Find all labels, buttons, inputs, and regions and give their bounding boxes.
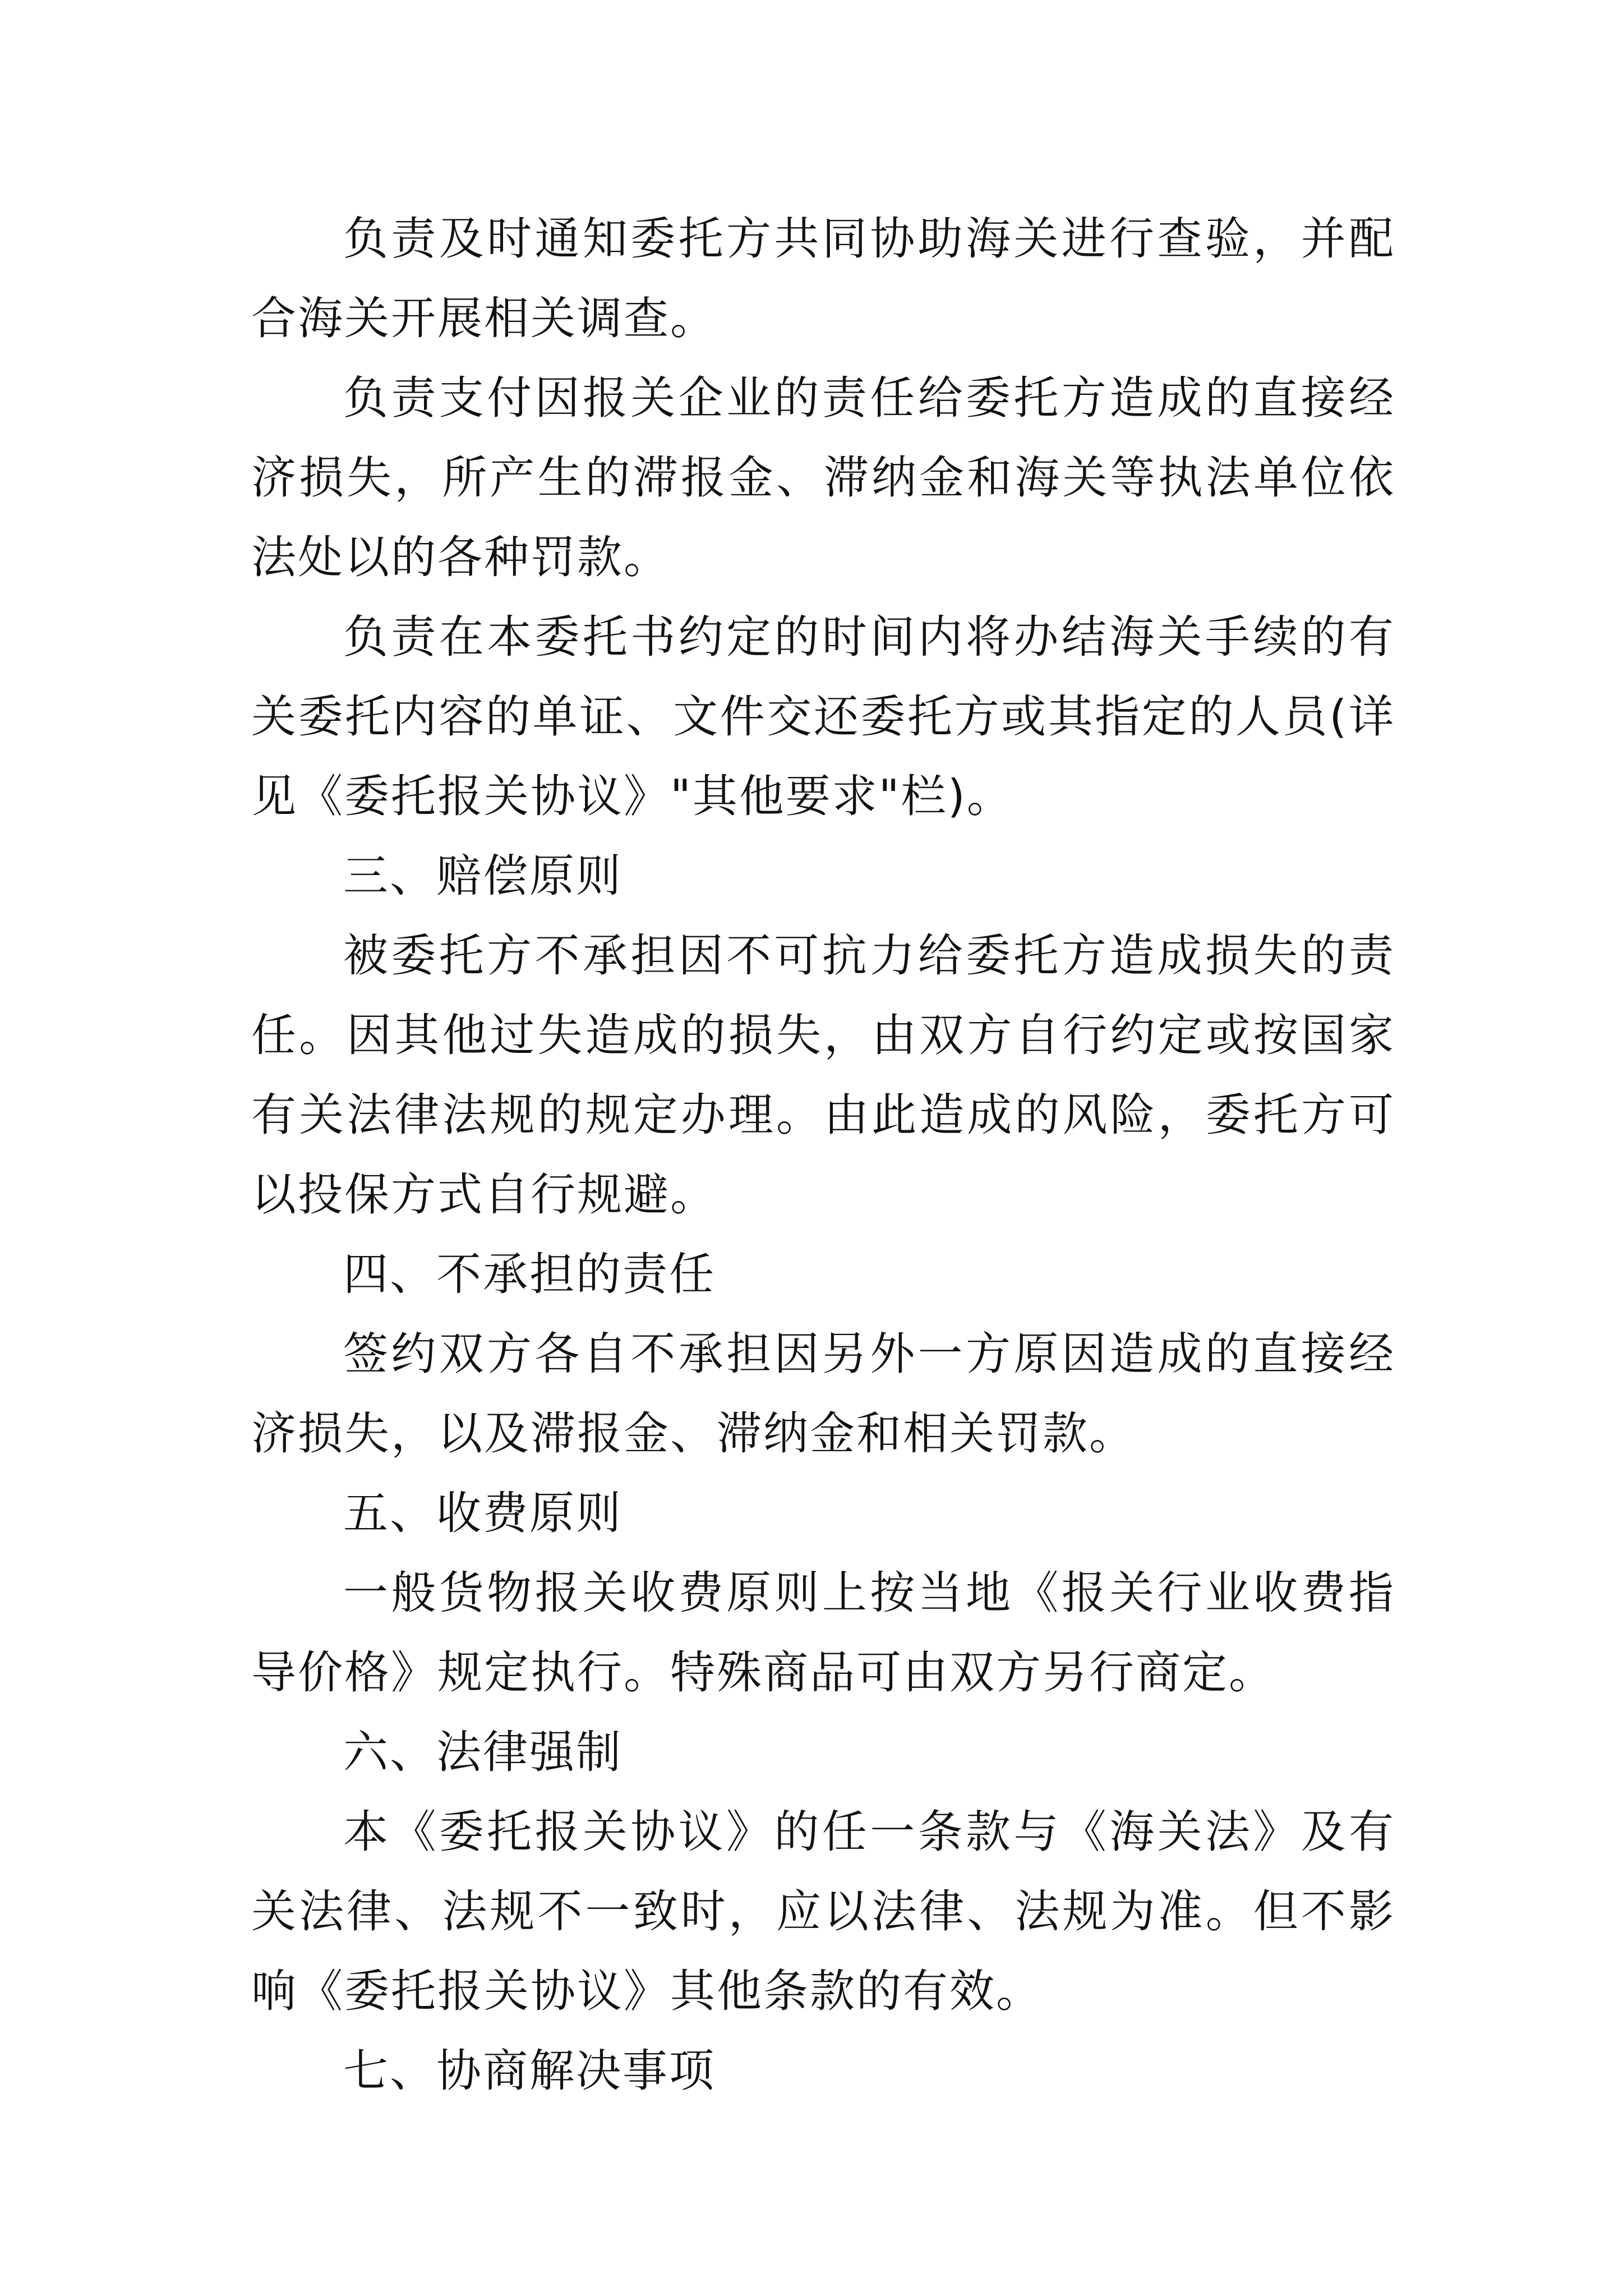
section-heading-compensation: 三、赔偿原则 [343,850,623,902]
paragraph-fees: 一般货物报关收费原则上按当地《报关行业收费指导价格》规定执行。特殊商品可由双方另行商定。 [251,1567,1395,1699]
paragraph-pay-losses: 负责支付因报关企业的责任给委托方造成的直接经济损失，所产生的滞报金、滞纳金和海关等执法单位依法处以的各种罚款。 [251,372,1395,583]
paragraph-return-documents: 负责在本委托书约定的时间内将办结海关手续的有关委托内容的单证、文件交还委托方或其指定的人员(详见《委托报关协议》"其他要求"栏)。 [251,611,1395,822]
paragraph-exemptions: 签约双方各自不承担因另外一方原因造成的直接经济损失，以及滞报金、滞纳金和相关罚款。 [251,1328,1395,1460]
section-heading-negotiation: 七、协商解决事项 [343,2045,716,2097]
paragraph-legal: 本《委托报关协议》的任一条款与《海关法》及有关法律、法规不一致时，应以法律、法规为准。但不影响《委托报关协议》其他条款的有效。 [251,1806,1395,2017]
section-heading-fees: 五、收费原则 [343,1487,623,1539]
document-body [251,199,1395,2111]
paragraph-compensation: 被委托方不承担因不可抗力给委托方造成损失的责任。因其他过失造成的损失，由双方自行约定或按国家有关法律法规的规定办理。由此造成的风险，委托方可以投保方式自行规避。 [251,930,1395,1221]
section-heading-exemptions: 四、不承担的责任 [343,1248,716,1300]
section-heading-legal: 六、法律强制 [343,1726,623,1778]
paragraph-notify-inspection: 负责及时通知委托方共同协助海关进行查验，并配合海关开展相关调查。 [251,213,1395,344]
